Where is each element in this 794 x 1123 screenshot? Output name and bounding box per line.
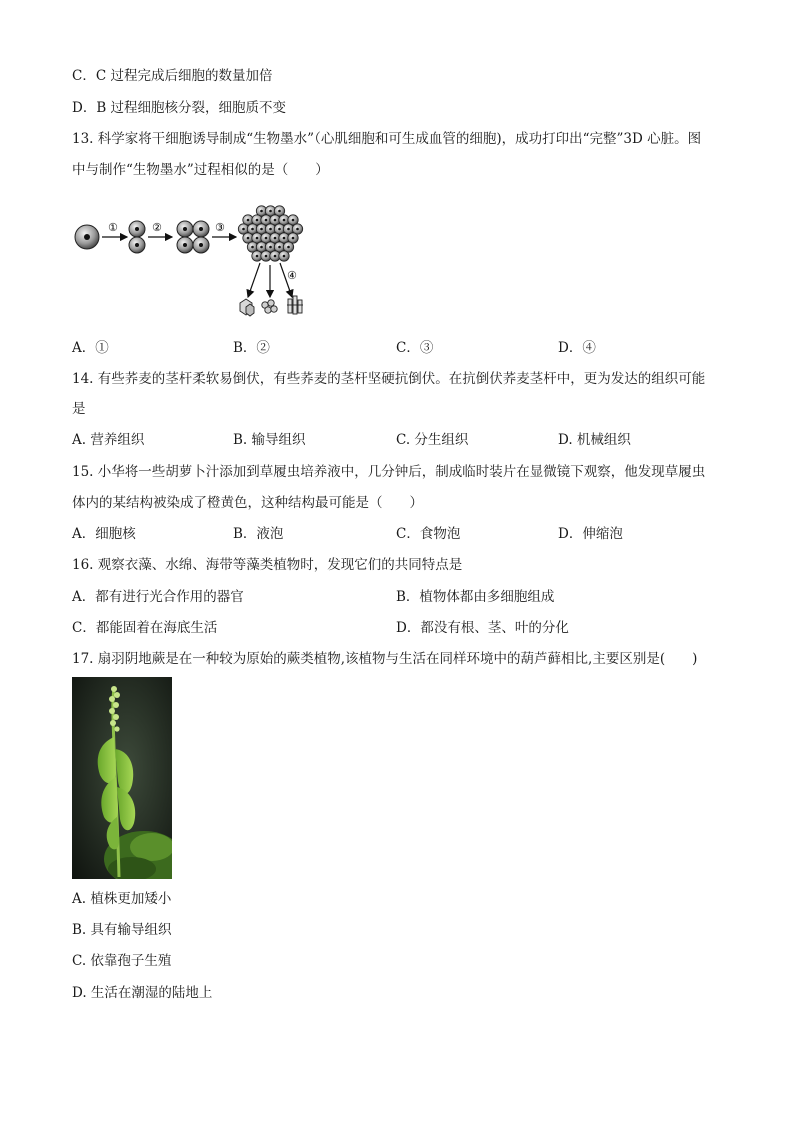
mass-cell-nucleus (256, 219, 259, 222)
mass-cell-nucleus (278, 210, 281, 213)
mass-cell-nucleus (292, 219, 295, 222)
mass-cell-nucleus (296, 228, 299, 231)
mass-cell-nucleus (265, 219, 268, 222)
q14-option-b[interactable]: B. 输导组织 (233, 432, 306, 448)
q15-option-d[interactable]: D．伸缩泡 (558, 526, 623, 542)
mass-cell-nucleus (251, 228, 254, 231)
q17-option-b[interactable]: B. 具有输导组织 (72, 922, 172, 938)
mass-cell-nucleus (265, 255, 268, 258)
mass-cell-nucleus (269, 210, 272, 213)
q15-option-c[interactable]: C．食物泡 (396, 526, 461, 542)
mass-cell-nucleus (269, 246, 272, 249)
label-2: ② (152, 221, 162, 234)
cell-division-diagram (72, 195, 312, 330)
question-14-text-cont: 是 (72, 401, 86, 417)
q17-option-a[interactable]: A. 植株更加矮小 (72, 891, 172, 907)
question-17-text: 17. 扇羽阴地蕨是在一种较为原始的蕨类植物,该植物与生活在同样环境中的葫芦藓相比,主要区别是( ) (72, 651, 698, 667)
question-15-text-cont: 体内的某结构被染成了橙黄色，这种结构最可能是（ ） (72, 495, 423, 511)
cell-mass (238, 206, 302, 261)
tissue-3 (287, 296, 303, 314)
mass-cell-nucleus (274, 219, 277, 222)
fern-photo (72, 677, 172, 879)
arrow-4a (248, 263, 260, 297)
q17-option-c[interactable]: C. 依靠孢子生殖 (72, 953, 172, 969)
q13-option-b[interactable]: B．② (233, 340, 270, 356)
two-cells (129, 221, 145, 253)
mass-cell-nucleus (287, 228, 290, 231)
mass-cell-nucleus (265, 237, 268, 240)
q13-option-a[interactable]: A．① (72, 340, 109, 356)
question-14-text: 14. 有些荞麦的茎杆柔软易倒伏，有些荞麦的茎杆坚硬抗倒伏。在抗倒伏荞麦茎杆中，更为发达的组织可能 (72, 371, 706, 387)
label-4: ④ (287, 269, 297, 282)
tissue-2 (262, 300, 277, 313)
mass-cell-nucleus (283, 237, 286, 240)
mass-cell-nucleus (283, 219, 286, 222)
four-cells (177, 221, 209, 253)
q16-option-d[interactable]: D．都没有根、茎、叶的分化 (396, 620, 569, 636)
mass-cell-nucleus (278, 228, 281, 231)
mass-cell-nucleus (283, 255, 286, 258)
q13-option-c[interactable]: C．③ (396, 340, 434, 356)
q16-option-b[interactable]: B．植物体都由多细胞组成 (396, 589, 555, 605)
mass-cell-nucleus (274, 255, 277, 258)
mass-cell-nucleus (247, 219, 250, 222)
q14-option-d[interactable]: D. 机械组织 (558, 432, 631, 448)
mass-cell-nucleus (278, 246, 281, 249)
mass-cell-nucleus (256, 237, 259, 240)
mass-cell-nucleus (247, 237, 250, 240)
question-15-text: 15. 小华将一些胡萝卜汁添加到草履虫培养液中，几分钟后，制成临时装片在显微镜下观察，他发现草履虫 (72, 464, 706, 480)
q15-option-a[interactable]: A．细胞核 (72, 526, 136, 542)
q16-option-c[interactable]: C．都能固着在海底生活 (72, 620, 218, 636)
q14-option-c[interactable]: C. 分生组织 (396, 432, 469, 448)
mass-cell-nucleus (256, 255, 259, 258)
mass-cell-nucleus (260, 228, 263, 231)
single-cell (75, 225, 99, 249)
mass-cell-nucleus (292, 237, 295, 240)
mass-cell-nucleus (274, 237, 277, 240)
q14-option-a[interactable]: A. 营养组织 (72, 432, 145, 448)
label-3: ③ (215, 221, 225, 234)
q16-option-a[interactable]: A．都有进行光合作用的器官 (72, 589, 244, 605)
mass-cell-nucleus (269, 228, 272, 231)
option-c-previous: C．C 过程完成后细胞的数量加倍 (72, 68, 273, 84)
question-16-text: 16. 观察衣藻、水绵、海带等藻类植物时，发现它们的共同特点是 (72, 557, 463, 573)
q15-option-b[interactable]: B．液泡 (233, 526, 284, 542)
question-13-text-cont: 中与制作“生物墨水”过程相似的是（ ） (72, 162, 329, 178)
mass-cell-nucleus (242, 228, 245, 231)
mass-cell-nucleus (251, 246, 254, 249)
mass-cell-nucleus (260, 210, 263, 213)
q13-option-d[interactable]: D．④ (558, 340, 596, 356)
mass-cell-nucleus (260, 246, 263, 249)
option-d-previous: D．B 过程细胞核分裂，细胞质不变 (72, 100, 287, 116)
tissue-1 (240, 299, 254, 316)
question-13-text: 13. 科学家将干细胞诱导制成“生物墨水”（心肌细胞和可生成血管的细胞)，成功打印出“完整”3D 心脏。图 (72, 131, 702, 147)
q17-option-d[interactable]: D. 生活在潮湿的陆地上 (72, 985, 213, 1001)
label-1: ① (108, 221, 118, 234)
mass-cell-nucleus (287, 246, 290, 249)
